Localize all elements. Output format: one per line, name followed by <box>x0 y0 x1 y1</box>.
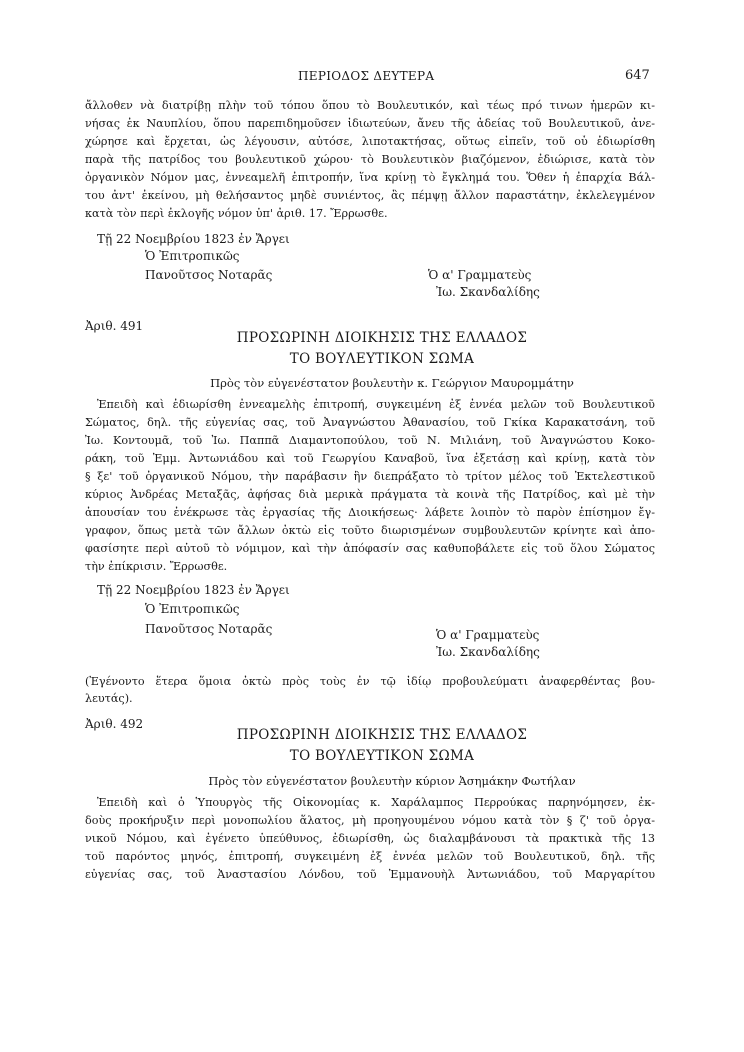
text-line: γραφον, ὅπως μετὰ τῶν ἄλλων ὀκτὼ εἰς τοῦτο διωρισμένων συμβουλευτῶν κρίνητε καὶ ἀπο- <box>85 524 655 537</box>
text-line: Ἰω. Κοντουμᾶ, τοῦ Ἰω. Παππᾶ Διαμαντοπούλου, τοῦ Ν. Μιλιάνη, τοῦ Ἀναγνώστου Κοκο- <box>85 434 655 447</box>
text-line: (Ἐγένοντο ἕτερα ὅμοια ὀκτὼ πρὸς τοὺς ἐν τῷ ἰδίῳ προβουλεύματι ἀναφερθέντας βου- <box>85 675 655 688</box>
text-line: φασίσητε περὶ αὐτοῦ τὸ νόμιμον, καὶ τὴν ἀπόφασίν σας καθυποβάλετε εἰς τοῦ ὅλου Σώματος <box>85 542 655 555</box>
document-subheading: ΤΟ ΒΟΥΛΕΥΤΙΚΟΝ ΣΩΜΑ <box>289 351 475 367</box>
text-line: ράκη, τοῦ Ἐμμ. Ἀντωνιάδου καὶ τοῦ Γεωργίου Καναβοῦ, ἵνα ἐξετάσῃ καὶ κρίνῃ, κατὰ τὸν <box>85 452 655 465</box>
text-line: τὴν ἐπίκρισιν. Ἔρρωσθε. <box>85 560 228 573</box>
text-line: Ἐπειδὴ καὶ ἐδιωρίσθη ἐννεαμελὴς ἐπιτροπή, συγκειμένη ἐξ ἐννέα μελῶν τοῦ Βουλευτικοῦ <box>97 398 655 411</box>
text-line: ὀργανικὸν Νόμον μας, ἐννεαμελῆ ἐπιτροπήν, ἵνα κρίνῃ τὸ ἔγκλημά του. Ὅθεν ἡ ἐπαρχία Βάλ- <box>85 171 655 184</box>
signature-right-title: Ὁ α' Γραμματεὺς <box>436 628 540 642</box>
text-line: νικοῦ Νόμου, καὶ ἐγένετο ὑπεύθυνος, ἐδιωρίσθη, ὡς διαλαμβάνουσι τὰ πρακτικὰ τῆς 13 <box>85 832 655 845</box>
document-heading: ΠΡΟΣΩΡΙΝΗ ΔΙΟΙΚΗΣΙΣ ΤΗΣ ΕΛΛΑΔΟΣ <box>236 330 528 346</box>
text-line: κύριος Ἀνδρέας Μεταξᾶς, ἀφήσας διὰ μερικὰ πράγματα τὰ κοινὰ τῆς Πατρίδος, καὶ μὲ τὴν <box>85 488 655 501</box>
text-line: ἄλλοθεν νὰ διατρίβῃ πλὴν τοῦ τόπου ὅπου τὸ Βουλευτικόν, καὶ τέως πρό τινων ἡμερῶν κι- <box>85 99 655 112</box>
running-header-title: ΠΕΡΙΟΔΟΣ ΔΕΥΤΕΡΑ <box>298 69 435 83</box>
text-line: χώρησε καὶ ἔρχεται, ὡς λέγουσιν, αὐτόσε, λιποτακτήσας, οὕτως εἰπεῖν, τοῦ οὗ ἐδιωρίσθη <box>85 135 655 148</box>
text-line: εὐγενίας σας, τοῦ Ἀναστασίου Λόνδου, τοῦ Ἐμμανουὴλ Ἀντωνιάδου, τοῦ Μαργαρίτου <box>85 868 655 881</box>
text-line: Σώματος, δηλ. τῆς εὐγενίας σας, τοῦ Ἀναγνώστου Ἀθανασίου, τοῦ Γκίκα Καρακατσάνη, τοῦ <box>85 416 655 429</box>
signature-date: Τῇ 22 Νοεμβρίου 1823 ἐν Ἄργει <box>97 232 290 246</box>
document-number: Ἀριθ. 492 <box>85 717 144 731</box>
signature-right-name: Ἰω. Σκανδαλίδης <box>436 285 540 299</box>
signature-committee: Ὁ Ἐπιτροπικῶς <box>145 602 240 616</box>
document-address: Πρὸς τὸν εὐγενέστατον βουλευτὴν κύριον Ἀσημάκην Φωτήλαν <box>208 774 576 788</box>
signature-left-name: Πανοῦτσος Νοταρᾶς <box>145 268 273 282</box>
document-heading: ΠΡΟΣΩΡΙΝΗ ΔΙΟΙΚΗΣΙΣ ΤΗΣ ΕΛΛΑΔΟΣ <box>236 727 528 743</box>
page-number: 647 <box>625 68 650 83</box>
text-line: του ἀντ' ἐκείνου, μὴ θελήσαντος μηδὲ συνιέντος, ἂς πέμψῃ ἄλλον παραστάτην, ἐκλελεγμένον <box>85 189 655 202</box>
signature-committee: Ὁ Ἐπιτροπικῶς <box>145 249 240 263</box>
text-line: δοὺς προκήρυξιν περὶ μονοπωλίου ἅλατος, μὴ προηγουμένου νόμου κατὰ τὸν § ζ' τοῦ ὀργα- <box>85 814 655 827</box>
text-line: § ξε' τοῦ ὀργανικοῦ Νόμου, τὴν παράβασιν ἣν διεπράξατο τὸ τρίτον μέλος τοῦ Ἐκτελεστικοῦ <box>85 470 655 483</box>
text-line: τοῦ παρόντος μηνός, ἐπιτροπή, συγκειμένη ἐξ ἐννέα μελῶν τοῦ Βουλευτικοῦ, δηλ. τῆς <box>85 850 655 863</box>
text-line: κατὰ τὸν περὶ ἐκλογῆς νόμον ὑπ' ἀριθ. 17. Ἔρρωσθε. <box>85 207 388 220</box>
text-line: Ἐπειδὴ καὶ ὁ Ὑπουργὸς τῆς Οἰκονομίας κ. Χαράλαμπος Περρούκας παρηνόμησεν, ἐκ- <box>97 796 655 809</box>
signature-left-name: Πανοῦτσος Νοταρᾶς <box>145 622 273 636</box>
signature-right-name: Ἰω. Σκανδαλίδης <box>436 645 540 659</box>
text-line: παρὰ τῆς πατρίδος του βουλευτικοῦ χώρου· τὸ Βουλευτικὸν βιαζόμενον, ἐδιώρισε, κατὰ τὸν <box>85 153 655 166</box>
text-line: νήσας ἐκ Ναυπλίου, ὅπου παρεπιδημοῦσεν ἰδιωτεύων, ἄνευ τῆς ἀδείας τοῦ Βουλευτικοῦ, ἀνε- <box>85 117 655 130</box>
document-subheading: ΤΟ ΒΟΥΛΕΥΤΙΚΟΝ ΣΩΜΑ <box>289 748 475 764</box>
text-line: ἀπουσίαν του ἐνέκρωσε τὰς ἐργασίας τῆς Διοικήσεως· λάβετε λοιπὸν τὸ παρὸν ἐπίσημον ἔγ- <box>85 506 655 519</box>
signature-date: Τῇ 22 Νοεμβρίου 1823 ἐν Ἄργει <box>97 583 290 597</box>
document-address: Πρὸς τὸν εὐγενέστατον βουλευτὴν κ. Γεώργιον Μαυρομμάτην <box>210 376 574 390</box>
document-number: Ἀριθ. 491 <box>85 319 144 333</box>
signature-right-title: Ὁ α' Γραμματεὺς <box>428 268 532 282</box>
text-line: λευτάς). <box>85 692 133 705</box>
